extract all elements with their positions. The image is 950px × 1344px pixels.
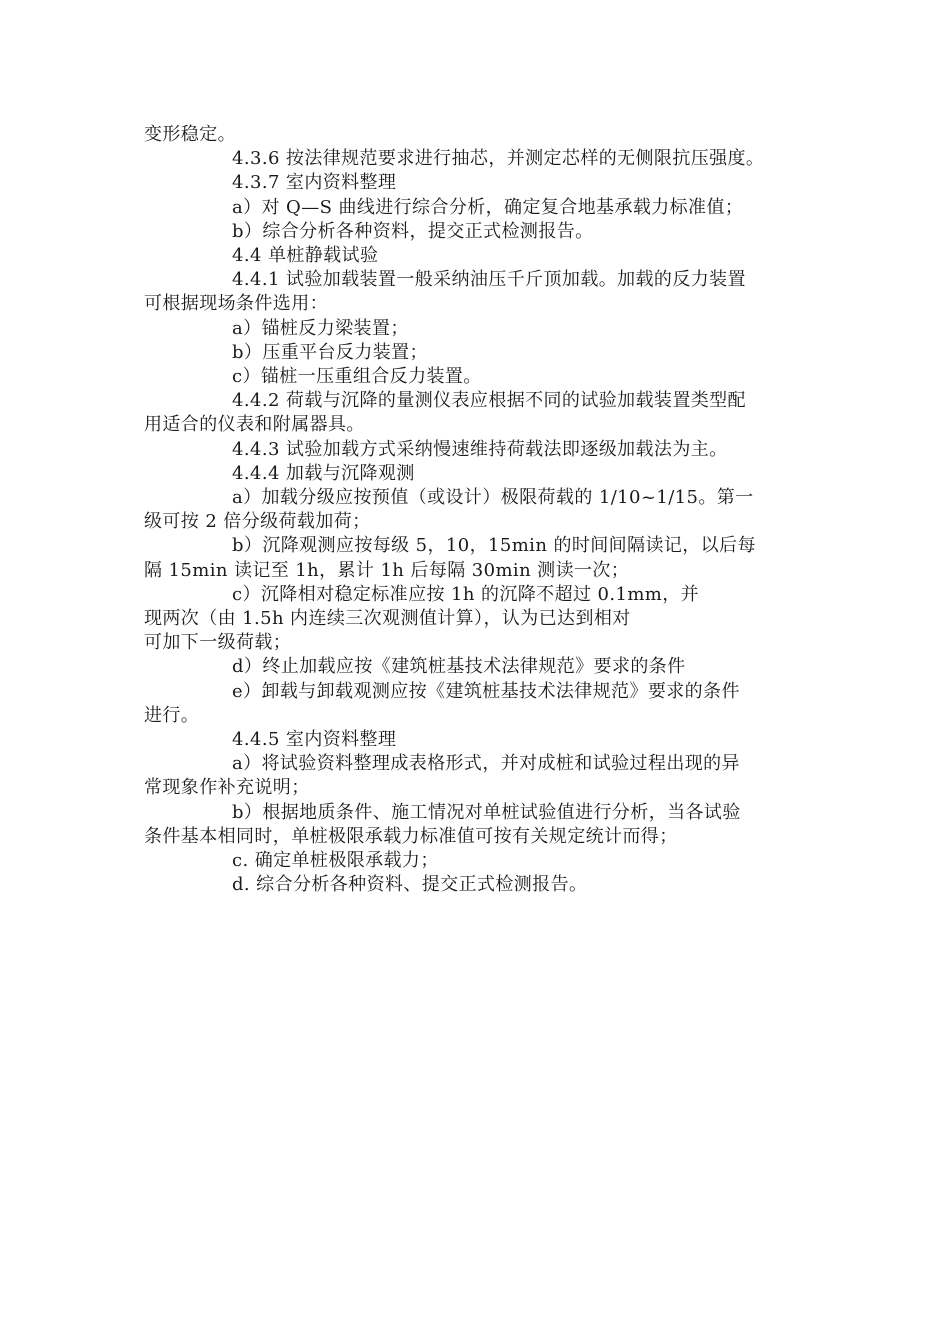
text-line: b）根据地质条件、施工情况对单桩试验值进行分析，当各试验 — [232, 801, 741, 823]
text-line: d）终止加载应按《建筑桩基技术法律规范》要求的条件 — [232, 656, 686, 678]
text-line: d. 综合分析各种资料、提交正式检测报告。 — [232, 874, 588, 896]
text-line: c）沉降相对稳定标准应按 1h 的沉降不超过 0.1mm，并 — [232, 583, 700, 605]
text-line: c. 确定单桩极限承载力； — [232, 850, 439, 872]
document-body — [144, 123, 808, 898]
text-line: 4.4.1 试验加载装置一般采纳油压千斤顶加载。加载的反力装置 — [232, 269, 746, 291]
text-line: 级可按 2 倍分级荷载加荷； — [144, 511, 371, 533]
text-line: 可加下一级荷载； — [144, 632, 292, 654]
text-line: 进行。 — [144, 704, 200, 726]
text-line: 4.4.4 加载与沉降观测 — [232, 462, 415, 484]
text-line: a）加载分级应按预值（或设计）极限荷载的 1/10~1/15。第一 — [232, 487, 754, 509]
text-line: b）综合分析各种资料，提交正式检测报告。 — [232, 220, 594, 242]
text-line: a）将试验资料整理成表格形式，并对成桩和试验过程出现的异 — [232, 753, 740, 775]
text-line: 常现象作补充说明； — [144, 777, 310, 799]
text-line: 4.3.7 室内资料整理 — [232, 172, 397, 194]
text-line: 隔 15min 读记至 1h，累计 1h 后每隔 30min 测读一次； — [144, 559, 630, 581]
text-line: 4.4.5 室内资料整理 — [232, 729, 397, 751]
text-line: a）对 Q—S 曲线进行综合分析，确定复合地基承载力标准值； — [232, 196, 744, 218]
text-line: 现两次（由 1.5h 内连续三次观测值计算），认为已达到相对 — [144, 608, 631, 630]
text-line: 4.4.2 荷载与沉降的量测仪表应根据不同的试验加载装置类型配 — [232, 390, 746, 412]
text-line: 4.3.6 按法律规范要求进行抽芯，并测定芯样的无侧限抗压强度。 — [232, 148, 765, 170]
text-line: 4.4.3 试验加载方式采纳慢速维持荷载法即逐级加载法为主。 — [232, 438, 728, 460]
text-line: 4.4 单桩静载试验 — [232, 245, 379, 267]
text-line: 条件基本相同时，单桩极限承载力标准值可按有关规定统计而得； — [144, 825, 678, 847]
text-line: b）压重平台反力装置； — [232, 341, 428, 363]
text-line: c）锚桩一压重组合反力装置。 — [232, 366, 482, 388]
text-line: b）沉降观测应按每级 5，10，15min 的时间间隔读记，以后每 — [232, 535, 756, 557]
text-line: a）锚桩反力梁装置； — [232, 317, 409, 339]
text-line: e）卸载与卸载观测应按《建筑桩基技术法律规范》要求的条件 — [232, 680, 740, 702]
text-line: 可根据现场条件选用： — [144, 293, 328, 315]
text-line: 用适合的仪表和附属器具。 — [144, 414, 365, 436]
text-line: 变形稳定。 — [144, 124, 236, 145]
